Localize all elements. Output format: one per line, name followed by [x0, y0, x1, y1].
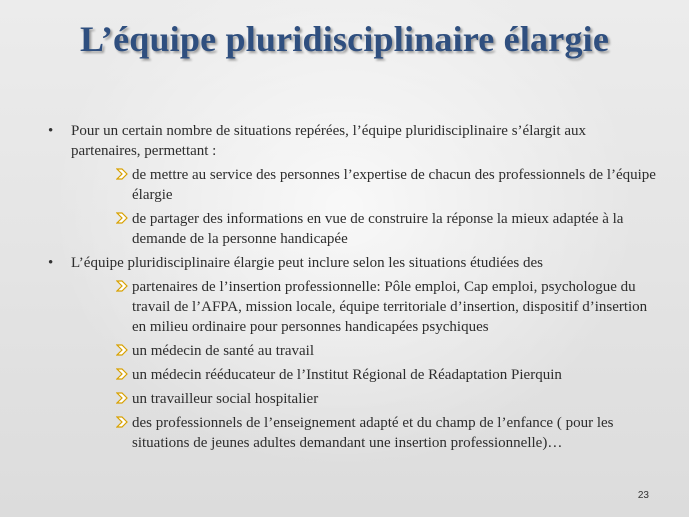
- sub-item-2-2: [46, 341, 656, 361]
- sub-item-1-1-text: de mettre au service des personnes l’expertise de chacun des professionnels de l’équipe élargie: [132, 167, 656, 203]
- arrow-right-icon: [116, 211, 128, 225]
- arrow-right-icon: [116, 415, 128, 429]
- sub-item-2-2-text: un médecin de santé au travail: [132, 343, 315, 359]
- bullet-item-1: [46, 121, 656, 161]
- sub-item-2-5-text: des professionnels de l’enseignement adapté et du champ de l’enfance ( pour les situations de jeunes adultes demandant une insertion professionnelle)…: [132, 415, 614, 451]
- sub-item-2-3: [46, 365, 656, 385]
- bullet-item-1-text: Pour un certain nombre de situations repérées, l’équipe pluridisciplinaire s’élargit aux partenaires, permettant :: [71, 123, 586, 159]
- bullet-item-2: [46, 253, 656, 273]
- bullet-dot-icon: •: [48, 255, 54, 271]
- slide-content: [46, 121, 656, 453]
- sub-item-2-4-text: un travailleur social hospitalier: [132, 391, 319, 407]
- sub-item-2-5: [46, 413, 656, 453]
- sub-item-2-1-text: partenaires de l’insertion professionnelle: Pôle emploi, Cap emploi, psychologue du travail de l’AFPA, mission locale, équipe territoriale d’insertion, dispositif d’insertion en milieu ordinaire pour personnes handicapées psychiques: [132, 279, 648, 335]
- sub-item-1-2-text: de partager des informations en vue de construire la réponse la mieux adaptée à la demande de la personne handicapée: [132, 211, 624, 247]
- sub-item-2-3-text: un médecin rééducateur de l’Institut Régional de Réadaptation Pierquin: [132, 367, 562, 383]
- arrow-right-icon: [116, 367, 128, 381]
- sub-item-1-2: [46, 209, 656, 249]
- bullet-dot-icon: •: [48, 123, 54, 139]
- sub-item-1-1: [46, 165, 656, 205]
- page-number: 23: [637, 490, 649, 501]
- sub-item-2-4: [46, 389, 656, 409]
- sub-item-2-1: [46, 277, 656, 337]
- arrow-right-icon: [116, 391, 128, 405]
- slide-title: L’équipe pluridisciplinaire élargie: [79, 19, 610, 59]
- bullet-item-2-text: L’équipe pluridisciplinaire élargie peut inclure selon les situations étudiées des: [71, 255, 543, 271]
- arrow-right-icon: [116, 343, 128, 357]
- arrow-right-icon: [116, 167, 128, 181]
- arrow-right-icon: [116, 279, 128, 293]
